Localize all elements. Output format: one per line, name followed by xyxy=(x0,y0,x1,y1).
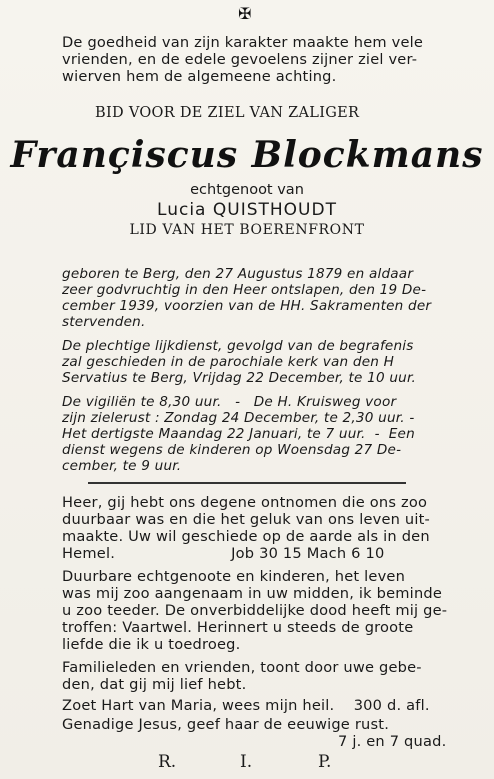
rip-letter: I. xyxy=(240,752,253,772)
farewell-line: u zoo teeder. De onverbiddelijke dood heeft mij ge- xyxy=(62,602,448,619)
spouse-label: echtgenoot van xyxy=(190,182,304,198)
quote-line: maakte. Uw wil geschiede op de aarde als in den xyxy=(62,528,430,545)
quote-line: duurbaar was en die het geluk van ons leven uit- xyxy=(62,511,431,528)
quote-line: Hemel. Job 30 15 Mach 6 10 xyxy=(62,545,385,562)
rip-letter: R. xyxy=(158,752,177,772)
birth-line: geboren te Berg, den 27 Augustus 1879 en aldaar xyxy=(62,266,414,282)
prayer-heading: BID VOOR DE ZIEL VAN ZALIGER xyxy=(95,105,360,121)
funeral-line: Servatius te Berg, Vrijdag 22 December, te 10 uur. xyxy=(62,370,417,386)
indulgence: 7 j. en 7 quad. xyxy=(338,733,447,750)
cross-icon: ✠ xyxy=(238,4,252,23)
farewell-line: Duurbare echtgenoote en kinderen, het leven xyxy=(62,568,406,585)
services-line: De vigiliën te 8,30 uur. - De H. Kruisweg voor xyxy=(62,394,397,410)
birth-line: zeer godvruchtig in den Heer ontslapen, den 19 De- xyxy=(62,282,427,298)
prayer-line: Genadige Jesus, geef haar de eeuwige rust. xyxy=(62,716,390,733)
intro-line: vrienden, en de edele gevoelens zijner ziel ver- xyxy=(62,51,418,68)
funeral-line: zal geschieden in de parochiale kerk van den H xyxy=(62,354,395,370)
organization: LID VAN HET BOERENFRONT xyxy=(129,222,365,238)
funeral-line: De plechtige lijkdienst, gevolgd van de begrafenis xyxy=(62,338,414,354)
family-line: Familieleden en vrienden, toont door uwe gebe- xyxy=(62,659,422,676)
farewell-line: liefde die ik u toedroeg. xyxy=(62,636,241,653)
birth-line: stervenden. xyxy=(62,314,146,330)
intro-line: De goedheid van zijn karakter maakte hem vele xyxy=(62,34,424,51)
birth-line: cember 1939, voorzien van de HH. Sakramenten der xyxy=(62,298,432,314)
services-line: Het dertigste Maandag 22 Januari, te 7 uur. - Een xyxy=(62,426,415,442)
services-line: zijn zielerust : Zondag 24 December, te 2,30 uur. - xyxy=(62,410,415,426)
spouse-name: Lucia QUISTHOUDT xyxy=(157,200,337,220)
prayer-line: Zoet Hart van Maria, wees mijn heil. 300 d. afl. xyxy=(62,697,430,714)
family-line: den, dat gij mij lief hebt. xyxy=(62,676,247,693)
deceased-name: Françiscus Blockmans xyxy=(10,134,484,176)
rip-letter: P. xyxy=(318,752,332,772)
services-line: dienst wegens de kinderen op Woensdag 27 De- xyxy=(62,442,402,458)
farewell-line: was mij zoo aangenaam in uw midden, ik beminde xyxy=(62,585,443,602)
quote-line: Heer, gij hebt ons degene ontnomen die ons zoo xyxy=(62,494,428,511)
divider xyxy=(88,482,406,484)
services-line: cember, te 9 uur. xyxy=(62,458,182,474)
farewell-line: troffen: Vaartwel. Herinnert u steeds de groote xyxy=(62,619,414,636)
intro-line: wierven hem de algemeene achting. xyxy=(62,68,337,85)
